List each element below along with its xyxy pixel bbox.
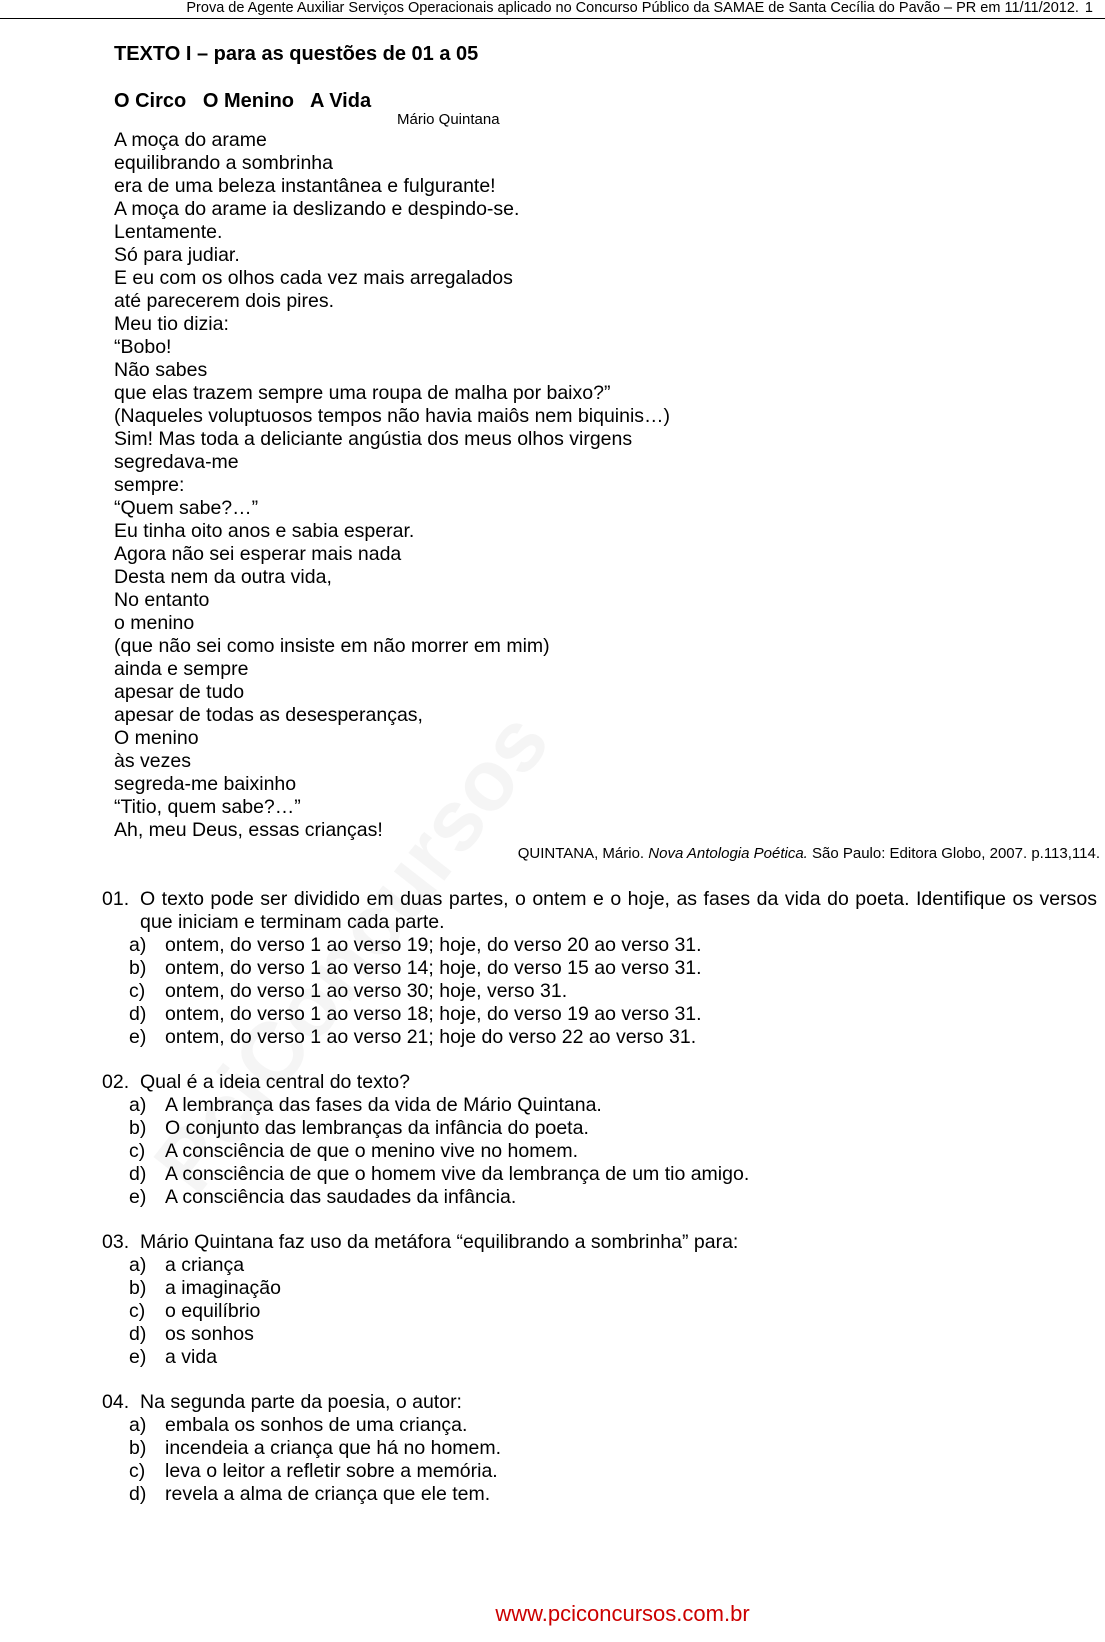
- poem-verse: “Titio, quem sabe?…”: [114, 796, 301, 818]
- poem-verse: Não sabes: [114, 359, 208, 381]
- poem-verse: equilibrando a sombrinha: [114, 152, 333, 174]
- option-letter: e): [129, 1186, 147, 1208]
- question: [102, 1071, 1097, 1209]
- poem-verse: o menino: [114, 612, 195, 634]
- header-text: Prova de Agente Auxiliar Serviços Operacionais aplicado no Concurso Público da SAMAE de Santa Cecília do Pavão – PR em 11/11/2012.: [186, 0, 1079, 16]
- poem-verse: E eu com os olhos cada vez mais arregalados: [114, 267, 513, 289]
- option-letter: b): [129, 1117, 147, 1139]
- poem-verse: (que não sei como insiste em não morrer em mim): [114, 635, 550, 657]
- poem-verse: Lentamente.: [114, 221, 223, 243]
- option-letter: d): [129, 1003, 147, 1025]
- poem-verse: segredava-me: [114, 451, 239, 473]
- question-stem: [102, 1231, 1097, 1254]
- question: [102, 1391, 1097, 1506]
- page-number: 1: [1084, 0, 1093, 16]
- option-letter: a): [129, 1254, 147, 1276]
- question-number: 03.: [102, 1231, 130, 1253]
- answer-option: [102, 1277, 1097, 1300]
- answer-option: [102, 1254, 1097, 1277]
- question-stem: [102, 1071, 1097, 1094]
- answer-option: [102, 1186, 1097, 1209]
- citation: [518, 845, 1100, 863]
- question-text: O texto pode ser dividido em duas partes, o ontem e o hoje, as fases da vida do poeta. Identifique os versos que iniciam e terminam cada parte.: [140, 888, 1097, 933]
- poem-verse: que elas trazem sempre uma roupa de malha por baixo?”: [114, 382, 611, 404]
- option-text: a vida: [165, 1346, 218, 1368]
- option-text: incendeia a criança que há no homem.: [165, 1437, 502, 1459]
- poem-verse: segreda-me baixinho: [114, 773, 297, 795]
- option-text: A consciência das saudades da infância.: [165, 1186, 517, 1208]
- option-letter: c): [129, 1140, 146, 1162]
- option-letter: d): [129, 1483, 147, 1505]
- poem-verse: O menino: [114, 727, 199, 749]
- option-text: O conjunto das lembranças da infância do poeta.: [165, 1117, 589, 1139]
- option-letter: d): [129, 1163, 147, 1185]
- poem-verse: “Quem sabe?…”: [114, 497, 259, 519]
- answer-option: [102, 1003, 1097, 1026]
- option-text: A consciência de que o menino vive no homem.: [165, 1140, 578, 1162]
- poem-verse: Sim! Mas toda a deliciante angústia dos meus olhos virgens: [114, 428, 633, 450]
- option-text: leva o leitor a refletir sobre a memória.: [165, 1460, 498, 1482]
- poem-verse: Só para judiar.: [114, 244, 240, 266]
- citation-rest: São Paulo: Editora Globo, 2007. p.113,114.: [812, 845, 1100, 862]
- section-title: TEXTO I – para as questões de 01 a 05: [114, 43, 479, 65]
- option-letter: c): [129, 1300, 146, 1322]
- question-text: Mário Quintana faz uso da metáfora “equilibrando a sombrinha” para:: [140, 1231, 739, 1253]
- option-text: embala os sonhos de uma criança.: [165, 1414, 468, 1436]
- poem-verse: Agora não sei esperar mais nada: [114, 543, 402, 565]
- poem-block: [114, 42, 1074, 842]
- answer-option: [102, 934, 1097, 957]
- answer-option: [102, 1300, 1097, 1323]
- option-text: os sonhos: [165, 1323, 254, 1345]
- poem-verse: “Bobo!: [114, 336, 172, 358]
- poem-verse: apesar de tudo: [114, 681, 245, 703]
- poem-verse: Eu tinha oito anos e sabia esperar.: [114, 520, 415, 542]
- option-text: revela a alma de criança que ele tem.: [165, 1483, 491, 1505]
- answer-option: [102, 1117, 1097, 1140]
- option-letter: d): [129, 1323, 147, 1345]
- answer-option: [102, 1094, 1097, 1117]
- poem-verse: No entanto: [114, 589, 210, 611]
- question-text: Na segunda parte da poesia, o autor:: [140, 1391, 462, 1413]
- poem-verse: apesar de todas as desesperanças,: [114, 704, 423, 726]
- option-text: a imaginação: [165, 1277, 281, 1299]
- option-text: a criança: [165, 1254, 245, 1276]
- option-letter: a): [129, 934, 147, 956]
- poem-verses: [114, 129, 1074, 842]
- question-stem: [102, 1391, 1097, 1414]
- citation-author: QUINTANA, Mário.: [517, 845, 645, 862]
- option-text: ontem, do verso 1 ao verso 18; hoje, do verso 19 ao verso 31.: [165, 1003, 702, 1025]
- option-text: ontem, do verso 1 ao verso 21; hoje do verso 22 ao verso 31.: [165, 1026, 697, 1048]
- footer-url[interactable]: www.pciconcursos.com.br: [495, 1601, 750, 1626]
- poem-verse: até parecerem dois pires.: [114, 290, 335, 312]
- option-letter: a): [129, 1414, 147, 1436]
- option-letter: b): [129, 957, 147, 979]
- answer-option: [102, 1414, 1097, 1437]
- question-stem: [102, 888, 1097, 934]
- poem-verse: A moça do arame ia deslizando e despindo-se.: [114, 198, 520, 220]
- poem-verse: às vezes: [114, 750, 191, 772]
- question-number: 01.: [102, 888, 130, 910]
- answer-option: [102, 1163, 1097, 1186]
- header-rule: [0, 18, 1105, 19]
- poem-verse: (Naqueles voluptuosos tempos não havia maiôs nem biquinis…): [114, 405, 671, 427]
- answer-option: [102, 980, 1097, 1003]
- questions-list: [102, 888, 1097, 1528]
- option-letter: b): [129, 1277, 147, 1299]
- poem-verse: era de uma beleza instantânea e fulgurante!: [114, 175, 496, 197]
- option-text: A consciência de que o homem vive da lembrança de um tio amigo.: [165, 1163, 750, 1185]
- option-letter: c): [129, 980, 146, 1002]
- question: [102, 1231, 1097, 1369]
- answer-option: [102, 1460, 1097, 1483]
- option-letter: a): [129, 1094, 147, 1116]
- question-number: 02.: [102, 1071, 130, 1093]
- poem-title: O Circo O Menino A Vida: [114, 90, 372, 112]
- poem-verse: sempre:: [114, 474, 185, 496]
- poem-verse: A moça do arame: [114, 129, 267, 151]
- option-text: o equilíbrio: [165, 1300, 261, 1322]
- poem-verse: ainda e sempre: [114, 658, 249, 680]
- answer-option: [102, 1323, 1097, 1346]
- option-text: ontem, do verso 1 ao verso 30; hoje, verso 31.: [165, 980, 568, 1002]
- question-number: 04.: [102, 1391, 130, 1413]
- option-letter: e): [129, 1026, 147, 1048]
- option-letter: b): [129, 1437, 147, 1459]
- page-header: [0, 0, 1093, 16]
- citation-work: Nova Antologia Poética.: [648, 845, 808, 862]
- answer-option: [102, 1346, 1097, 1369]
- poem-verse: Meu tio dizia:: [114, 313, 229, 335]
- question: [102, 888, 1097, 1049]
- poem-verse: Ah, meu Deus, essas crianças!: [114, 819, 383, 841]
- option-text: ontem, do verso 1 ao verso 14; hoje, do verso 15 ao verso 31.: [165, 957, 702, 979]
- poem-author: Mário Quintana: [397, 111, 500, 128]
- poem-verse: Desta nem da outra vida,: [114, 566, 332, 588]
- answer-option: [102, 1483, 1097, 1506]
- answer-option: [102, 1140, 1097, 1163]
- question-text: Qual é a ideia central do texto?: [140, 1071, 410, 1093]
- answer-option: [102, 1026, 1097, 1049]
- option-text: A lembrança das fases da vida de Mário Quintana.: [165, 1094, 602, 1116]
- answer-option: [102, 1437, 1097, 1460]
- option-text: ontem, do verso 1 ao verso 19; hoje, do verso 20 ao verso 31.: [165, 934, 702, 956]
- option-letter: e): [129, 1346, 147, 1368]
- option-letter: c): [129, 1460, 146, 1482]
- answer-option: [102, 957, 1097, 980]
